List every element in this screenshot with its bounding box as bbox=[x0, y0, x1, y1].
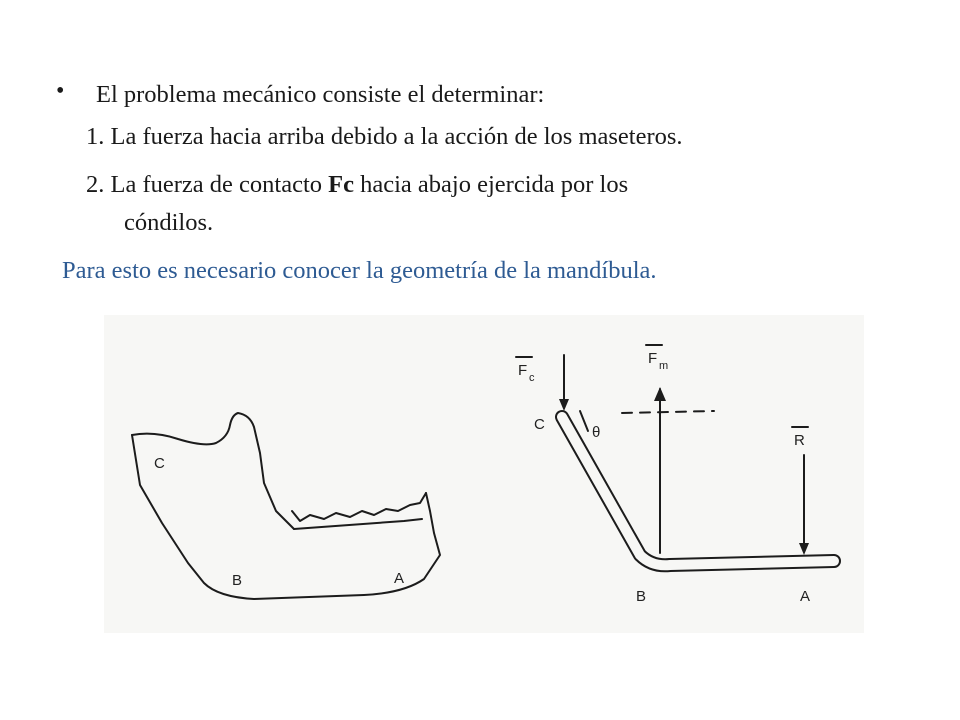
model-label-c: C bbox=[534, 416, 545, 433]
jaw-label-c: C bbox=[154, 455, 165, 472]
figure-background bbox=[104, 315, 864, 633]
list-item-2-continuation: cóndilos. bbox=[124, 209, 214, 236]
jaw-label-b: B bbox=[232, 572, 243, 589]
list-item-2-rest: hacia abajo ejercida por los bbox=[354, 171, 629, 198]
intro-text: El problema mecánico consiste el determinar: bbox=[96, 81, 545, 108]
mandible-figure bbox=[104, 315, 864, 633]
fm-subscript: m bbox=[659, 360, 669, 372]
bullet-point: • bbox=[56, 78, 65, 104]
list-item-2 bbox=[86, 170, 628, 200]
mandible-diagram bbox=[104, 315, 864, 633]
model-label-b: B bbox=[636, 588, 647, 605]
fc-bold: Fc bbox=[328, 171, 354, 198]
list-item-1: 1. La fuerza hacia arriba debido a la acción de los maseteros. bbox=[86, 123, 683, 150]
model-label-a: A bbox=[800, 588, 811, 605]
fc-subscript: c bbox=[529, 372, 535, 384]
note-text: Para esto es necesario conocer la geometría de la mandíbula. bbox=[62, 257, 657, 284]
fm-label: F bbox=[648, 350, 658, 367]
jaw-label-a: A bbox=[394, 570, 405, 587]
r-label: R bbox=[794, 432, 805, 449]
list-item-2-text: 2. La fuerza de contacto bbox=[86, 171, 329, 198]
theta-label: θ bbox=[592, 424, 601, 441]
fc-label: F bbox=[518, 362, 528, 379]
